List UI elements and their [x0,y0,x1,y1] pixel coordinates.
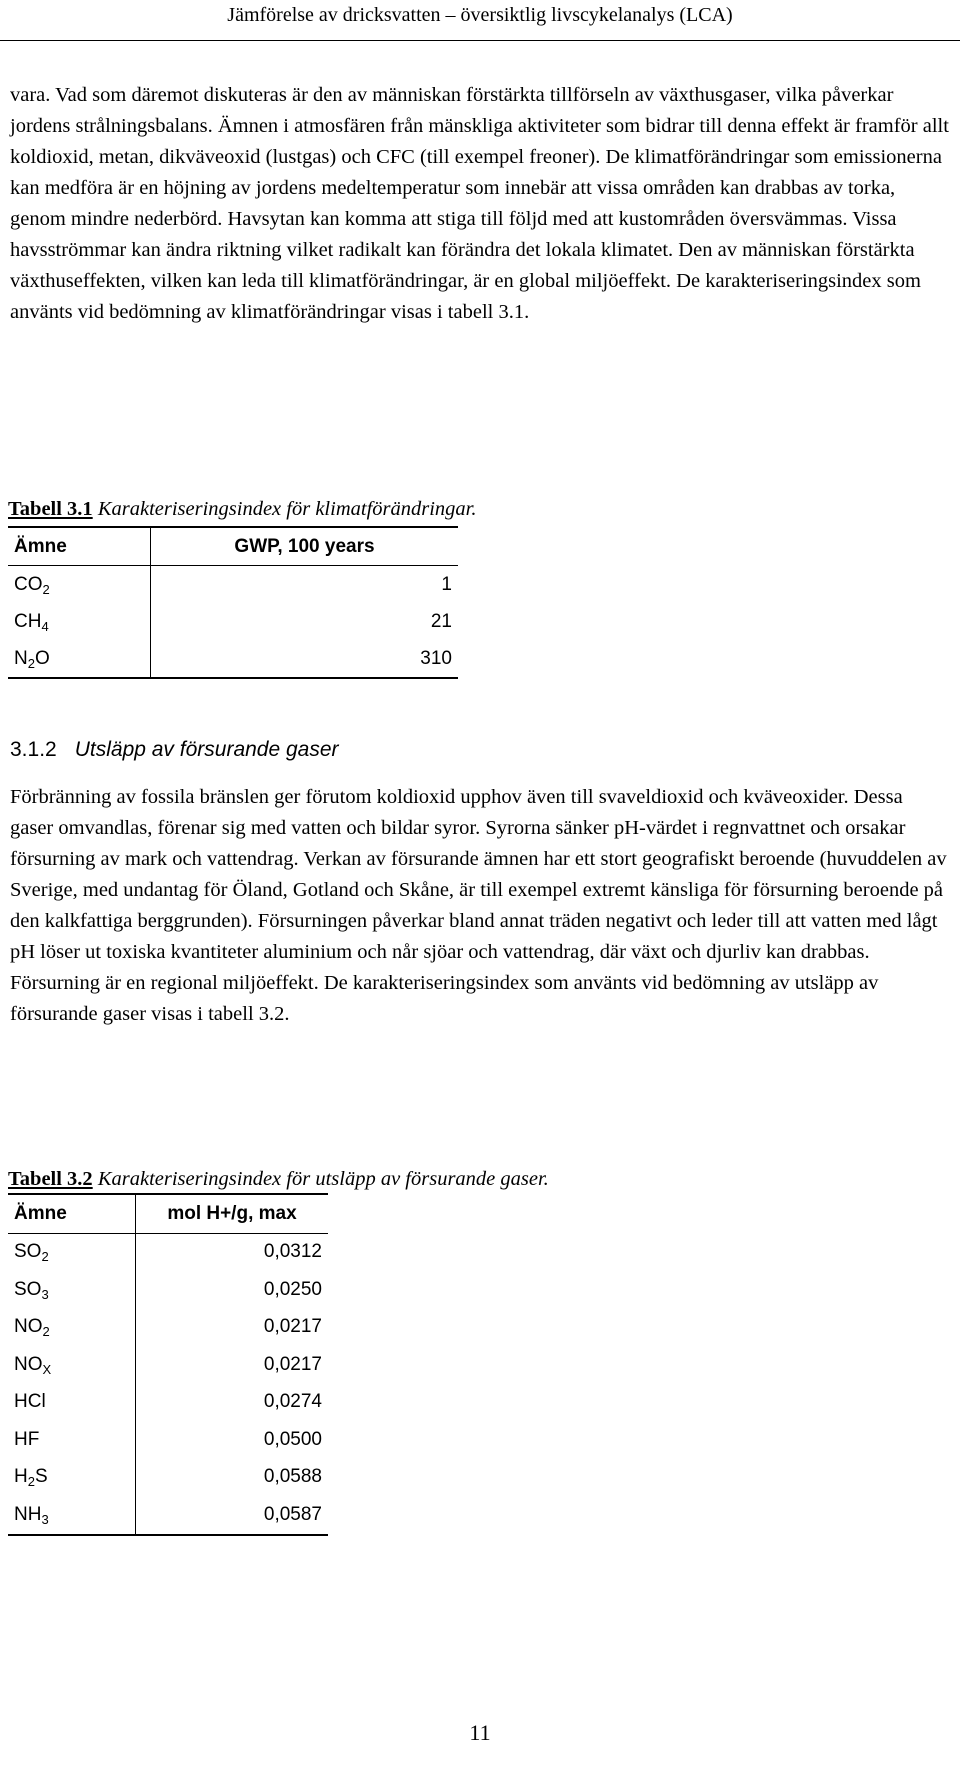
substance-cell: $NO_X$ [14,1353,52,1377]
value-cell: 0,0312 [136,1233,329,1271]
table-row [8,1309,328,1347]
substance-cell: $H_2S$ [14,1466,48,1490]
table-row [8,1233,328,1271]
table-row [8,640,458,678]
substance-cell: HCl [14,1391,46,1413]
value-cell: 0,0274 [136,1384,329,1422]
substance-cell: $CO_2$ [14,573,50,597]
value-cell: 0,0250 [136,1271,329,1309]
column-header-gwp: GWP, 100 years [151,527,459,566]
column-header-substance: Ämne [8,527,151,566]
page-number: 11 [469,1720,491,1745]
value-cell: 0,0587 [136,1496,329,1535]
value-cell: 0,0217 [136,1346,329,1384]
substance-cell: $N_2O$ [8,640,151,678]
table-row [8,1421,328,1459]
paragraph-acidification: Förbränning av fossila bränslen ger förutom koldioxid upphov även till svaveldioxid och kväveoxider. Dessa gaser omvandlas, förenar sig med vatten och bildar syror. Syrorna sänker pH-värdet i regnvattnet och orsakar försurning av mark och vattendrag. Verkan av försurande ämnen har ett stort geografiskt beroende (huvuddelen av Sverige, med undantag för Öland, Gotland och Skåne, är till exempel extremt känsliga för försurning beroende på den kalkfattiga berggrunden). Försurningen påverkar bland annat träden negativt och leder till att vatten med lågt pH löser ut toxiska kvantiteter aluminium och når sjöar och vattendrag, där växt och djurliv kan drabbas. Försurning är en regional miljöeffekt. De karakteriseringsindex som använts vid bedömning av utsläpp av försurande gaser visas i tabell 3.2. [10,786,947,1025]
substance-cell: $SO_2$ [14,1241,49,1265]
column-header-substance: Ämne [8,1194,136,1233]
table-caption-3-2 [8,1166,549,1192]
acidification-table [8,1193,328,1536]
value-cell: 310 [151,640,459,678]
value-cell: 0,0217 [136,1309,329,1347]
table-row [8,1459,328,1497]
page-header: Jämförelse av dricksvatten – översiktlig livscykelanalys (LCA) [0,0,960,41]
table-row [8,1271,328,1309]
table-row [8,1346,328,1384]
section-number: 3.1.2 [10,738,57,761]
value-cell: 0,0588 [136,1459,329,1497]
table-row [8,1384,328,1422]
substance-cell: $SO_3$ [14,1278,49,1302]
column-header-mol: mol H+/g, max [136,1194,329,1233]
table-row [8,566,458,604]
value-cell: 21 [151,603,459,640]
substance-cell: $NH_3$ [8,1496,136,1535]
table-caption-text: Karakteriseringsindex för utsläpp av försurande gaser. [92,1168,549,1190]
value-cell: 1 [151,566,459,604]
table-row [8,603,458,640]
substance-cell: HF [14,1428,40,1450]
table-header-row [8,1194,328,1233]
table-caption-text: Karakteriseringsindex för klimatförändringar. [92,498,477,520]
paragraph-climate: vara. Vad som däremot diskuteras är den av människan förstärkta tillförseln av växthusgaser, vilka påverkar jordens strålningsbalans. Ämnen i atmosfären från mänskliga aktiviteter som bidrar till denna effekt är framför allt koldioxid, metan, dikväveoxid (lustgas) och CFC (till exempel freoner). De klimatförändringar som emissionerna kan medföra är en höjning av jordens medeltemperatur som innebär att vissa områden kan drabbas av torka, genom mindre nederbörd. Havsytan kan komma att stiga till följd med att kustområden översvämmas. Vissa havsströmmar kan ändra riktning vilket radikalt kan förändra det lokala klimatet. Den av människan förstärkta växthuseffekten, vilken kan leda till klimatförändringar, är en global miljöeffekt. De karakteriseringsindex som använts vid bedömning av klimatförändringar visas i tabell 3.1. [10,84,949,323]
substance-cell: $CH_4$ [14,610,49,634]
table-header-row [8,527,458,566]
gwp-table [8,526,458,679]
table-caption-3-1 [8,496,477,522]
table-caption-label: Tabell 3.1 [8,498,93,520]
table-caption-label: Tabell 3.2 [8,1168,93,1190]
section-title: Utsläpp av försurande gaser [74,738,339,761]
table-row [8,1496,328,1535]
value-cell: 0,0500 [136,1421,329,1459]
section-heading [10,738,339,762]
substance-cell: $NO_2$ [14,1316,50,1340]
